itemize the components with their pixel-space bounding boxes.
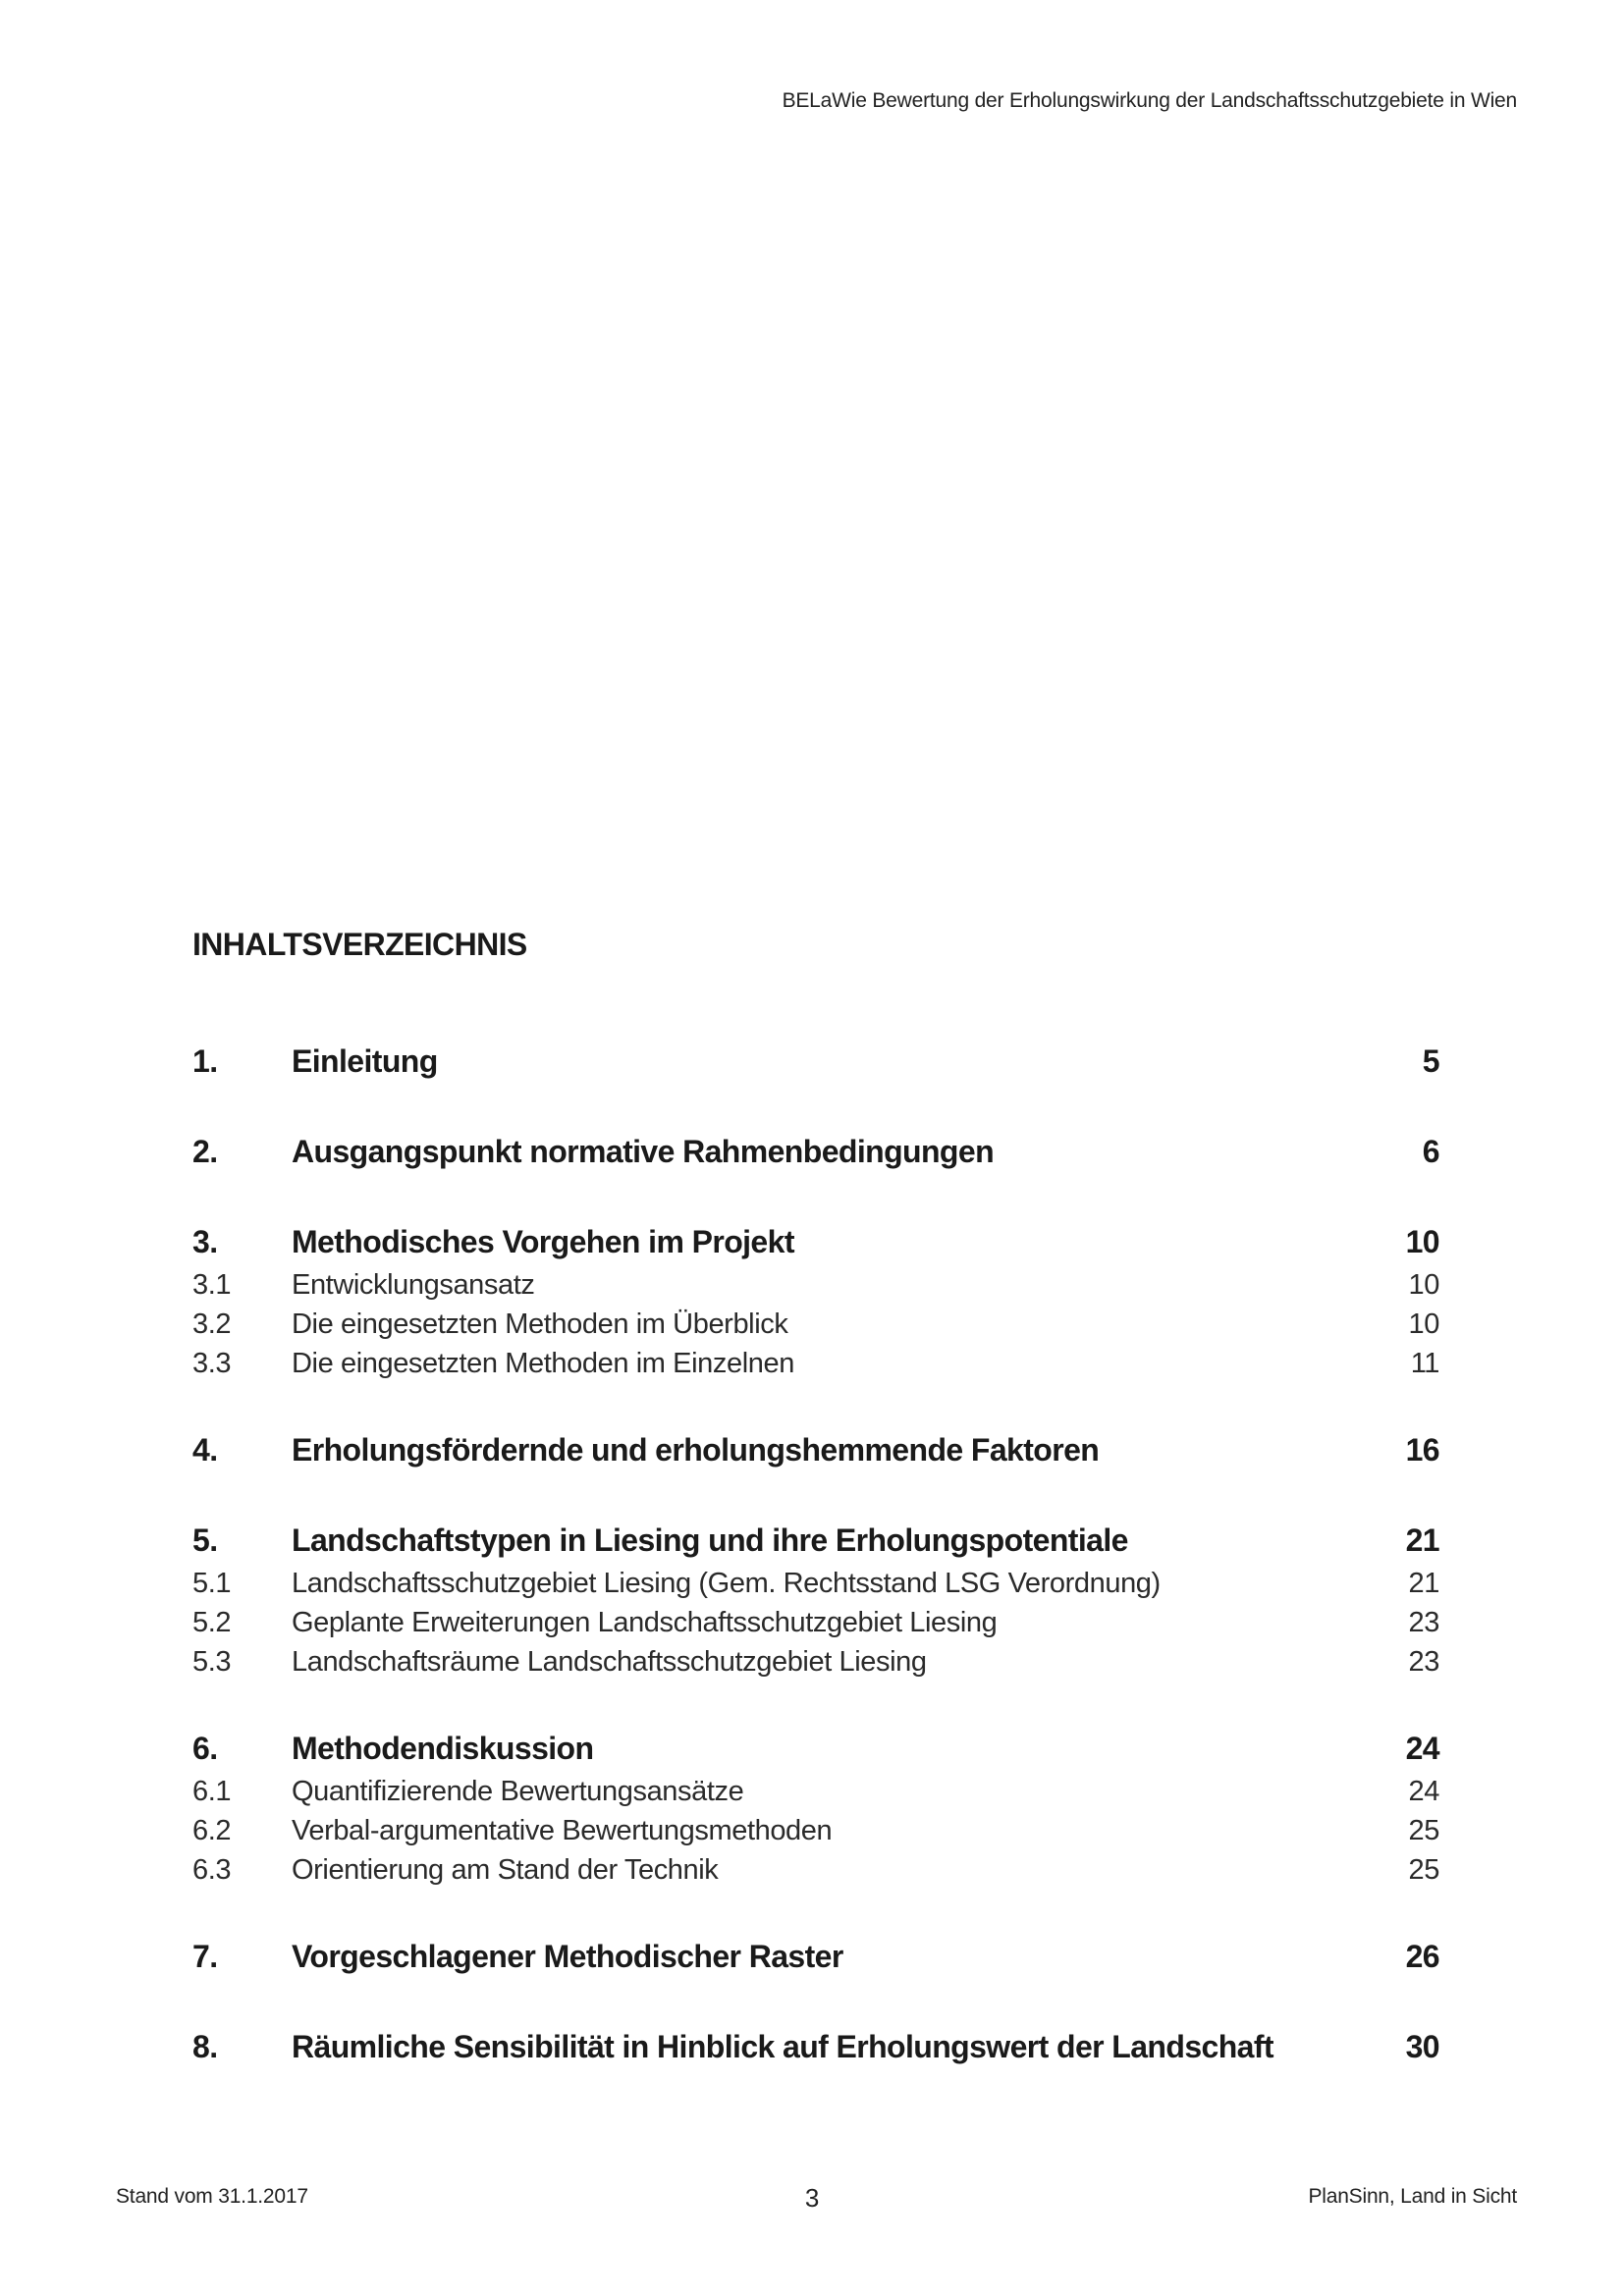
toc-subentry-page: 23 (1408, 1607, 1439, 1638)
footer-date: Stand vom 31.1.2017 (116, 2185, 308, 2208)
toc-entry-page: 10 (1405, 1224, 1439, 1259)
toc-subentry-page: 10 (1408, 1269, 1439, 1301)
toc-section (192, 1726, 1439, 1890)
toc-subentry-title: Die eingesetzten Methoden im Überblick (292, 1308, 788, 1340)
toc-entry[interactable] (192, 1427, 1439, 1473)
toc-entry-number: 6. (192, 1731, 218, 1766)
toc-subentry-number: 6.2 (192, 1815, 232, 1846)
toc-title: INHALTSVERZEICHNIS (192, 927, 527, 962)
toc-section (192, 1219, 1439, 1383)
toc-entry-number: 7. (192, 1939, 218, 1974)
toc-subentry[interactable] (192, 1344, 1439, 1383)
toc-section (192, 1129, 1439, 1175)
toc-subentry[interactable] (192, 1603, 1439, 1642)
toc-subentry-page: 25 (1408, 1854, 1439, 1886)
toc-entry[interactable] (192, 1039, 1439, 1085)
toc-entry-title: Methodendiskussion (292, 1731, 594, 1766)
toc-entry-number: 3. (192, 1224, 218, 1259)
toc-subentry[interactable] (192, 1642, 1439, 1682)
toc-entry-number: 4. (192, 1432, 218, 1468)
toc-entry-title: Methodisches Vorgehen im Projekt (292, 1224, 794, 1259)
toc-entry-page: 16 (1405, 1432, 1439, 1468)
toc-entry[interactable] (192, 2024, 1439, 2070)
toc-subentry-number: 6.3 (192, 1854, 232, 1886)
toc-subentry-title: Landschaftsräume Landschaftsschutzgebiet Liesing (292, 1646, 927, 1678)
toc-subentry-page: 10 (1408, 1308, 1439, 1340)
toc-subentry-number: 3.1 (192, 1269, 232, 1301)
toc-entry[interactable] (192, 1129, 1439, 1175)
footer-page-number: 3 (804, 2183, 820, 2213)
table-of-contents (192, 1039, 1439, 2114)
toc-subentry[interactable] (192, 1265, 1439, 1305)
toc-subentry-title: Orientierung am Stand der Technik (292, 1854, 719, 1886)
toc-entry-page: 26 (1405, 1939, 1439, 1974)
toc-entry-page: 24 (1405, 1731, 1439, 1766)
toc-subentry[interactable] (192, 1850, 1439, 1890)
toc-subentry-page: 11 (1410, 1348, 1439, 1379)
toc-entry-title: Einleitung (292, 1043, 438, 1079)
toc-subentry[interactable] (192, 1772, 1439, 1811)
footer-author: PlanSinn, Land in Sicht (1308, 2185, 1517, 2208)
toc-section (192, 1518, 1439, 1682)
toc-subentry-number: 6.1 (192, 1776, 232, 1807)
running-header: BELaWie Bewertung der Erholungswirkung der Landschaftsschutzgebiete in Wien (782, 89, 1517, 112)
toc-subentry-number: 5.3 (192, 1646, 232, 1678)
toc-subentry-page: 25 (1408, 1815, 1439, 1846)
toc-entry-number: 1. (192, 1043, 218, 1079)
toc-subentry[interactable] (192, 1305, 1439, 1344)
toc-entry-title: Vorgeschlagener Methodischer Raster (292, 1939, 843, 1974)
toc-subentry-title: Landschaftsschutzgebiet Liesing (Gem. Rechtsstand LSG Verordnung) (292, 1568, 1161, 1599)
toc-subentry-title: Die eingesetzten Methoden im Einzelnen (292, 1348, 794, 1379)
toc-entry-page: 6 (1422, 1134, 1439, 1169)
toc-section (192, 1934, 1439, 1980)
toc-entry-page: 5 (1422, 1043, 1439, 1079)
toc-subentry-number: 3.2 (192, 1308, 232, 1340)
toc-entry-title: Ausgangspunkt normative Rahmenbedingungen (292, 1134, 995, 1169)
toc-subentry-page: 23 (1408, 1646, 1439, 1678)
toc-subentry-title: Quantifizierende Bewertungsansätze (292, 1776, 744, 1807)
toc-subentry-page: 24 (1408, 1776, 1439, 1807)
toc-entry-title: Räumliche Sensibilität in Hinblick auf Erholungswert der Landschaft (292, 2029, 1273, 2064)
toc-subentry-number: 3.3 (192, 1348, 232, 1379)
toc-entry[interactable] (192, 1726, 1439, 1772)
toc-entry-number: 5. (192, 1522, 218, 1558)
toc-section (192, 1039, 1439, 1085)
toc-subentry-number: 5.1 (192, 1568, 232, 1599)
toc-entry-title: Erholungsfördernde und erholungshemmende Faktoren (292, 1432, 1100, 1468)
toc-subentry-page: 21 (1408, 1568, 1439, 1599)
toc-subentry-number: 5.2 (192, 1607, 232, 1638)
toc-subentry[interactable] (192, 1811, 1439, 1850)
toc-entry-number: 8. (192, 2029, 218, 2064)
toc-entry[interactable] (192, 1219, 1439, 1265)
toc-entry[interactable] (192, 1518, 1439, 1564)
toc-subentry-title: Entwicklungsansatz (292, 1269, 535, 1301)
toc-entry[interactable] (192, 1934, 1439, 1980)
toc-section (192, 1427, 1439, 1473)
toc-entry-page: 21 (1405, 1522, 1439, 1558)
toc-subentry[interactable] (192, 1564, 1439, 1603)
toc-section (192, 2024, 1439, 2070)
toc-entry-number: 2. (192, 1134, 218, 1169)
toc-subentry-title: Geplante Erweiterungen Landschaftsschutzgebiet Liesing (292, 1607, 998, 1638)
toc-entry-page: 30 (1405, 2029, 1439, 2064)
toc-entry-title: Landschaftstypen in Liesing und ihre Erholungspotentiale (292, 1522, 1128, 1558)
toc-subentry-title: Verbal-argumentative Bewertungsmethoden (292, 1815, 833, 1846)
